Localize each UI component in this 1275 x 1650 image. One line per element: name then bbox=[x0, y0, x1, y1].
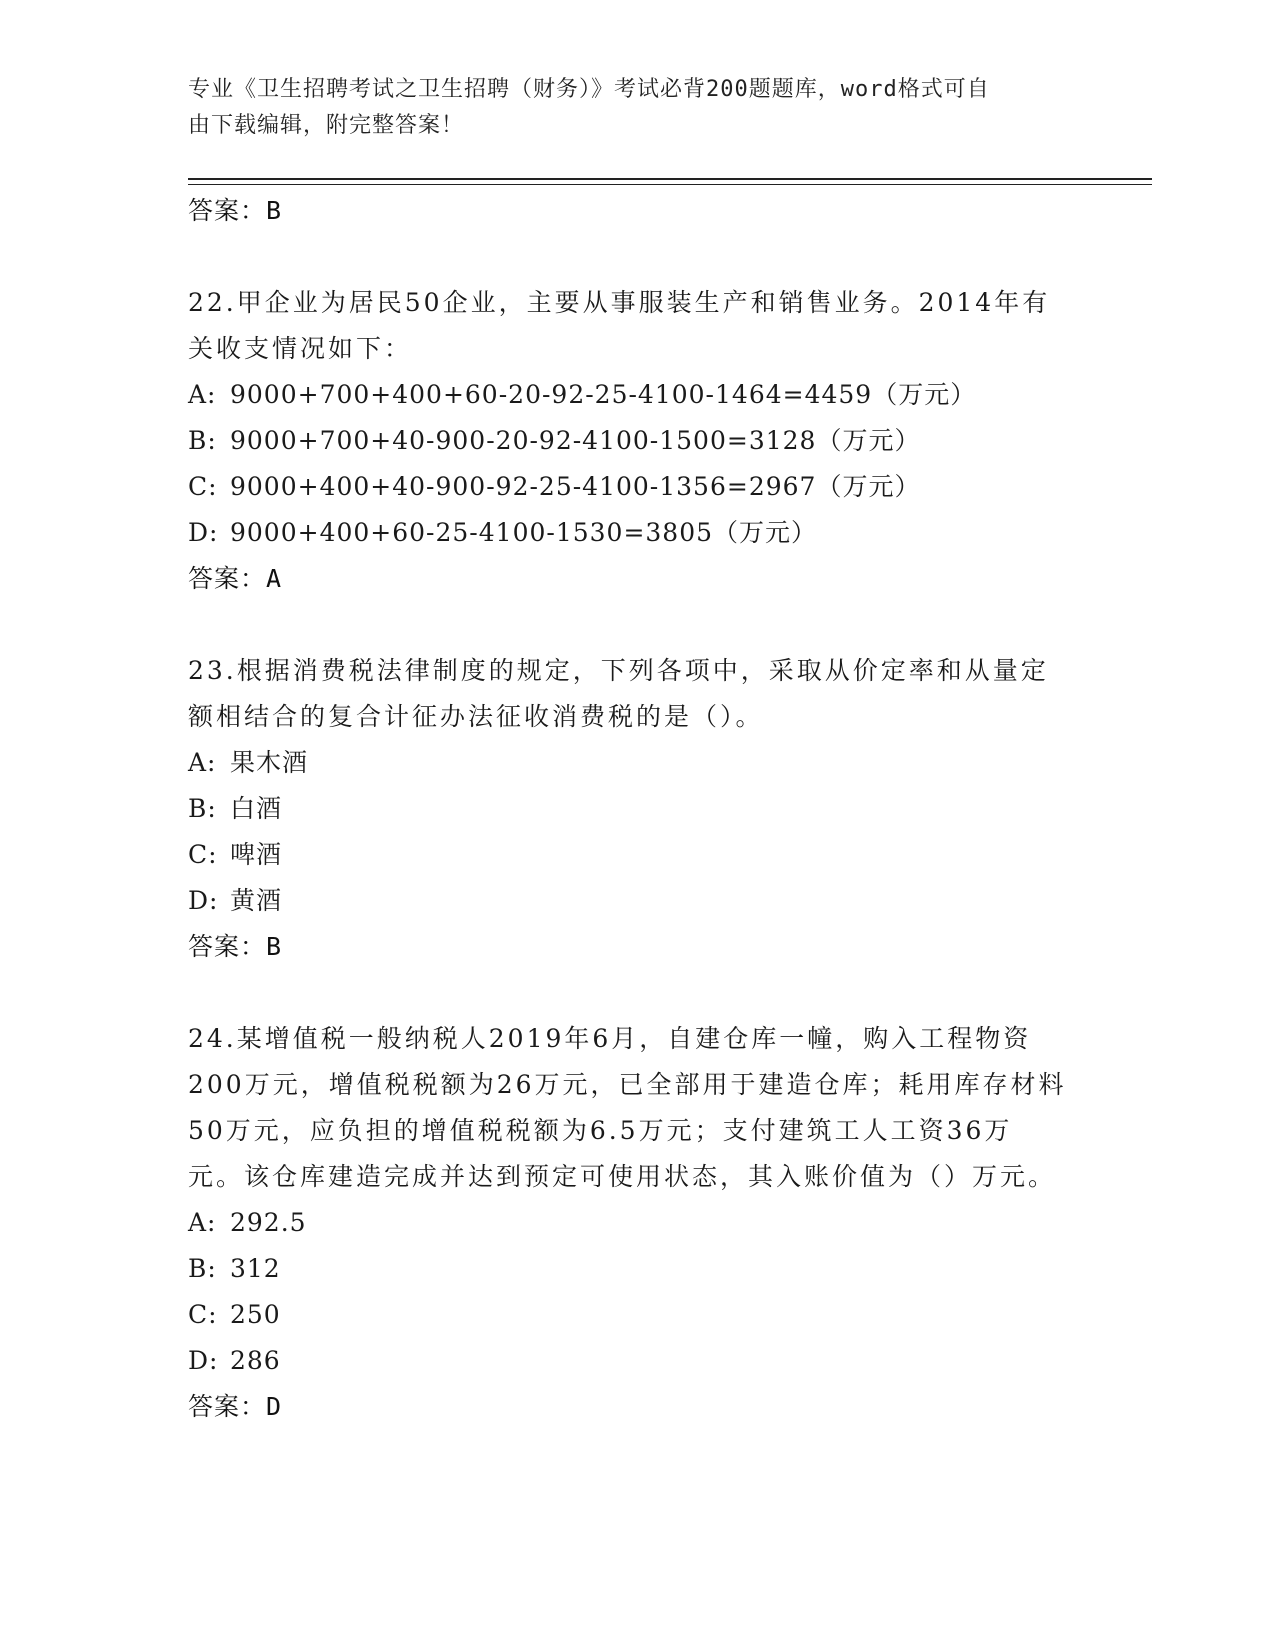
question-23 bbox=[188, 648, 1088, 970]
option-letter: D: bbox=[188, 1346, 219, 1375]
option-text: 312 bbox=[230, 1254, 281, 1283]
option-text: 黄酒 bbox=[230, 886, 283, 915]
option-letter: D: bbox=[188, 886, 219, 915]
option-text: 286 bbox=[230, 1346, 281, 1375]
option-text: 9000+400+40-900-92-25-4100-1356=2967（万元） bbox=[230, 472, 921, 501]
header-line-2: 由下载编辑，附完整答案！ bbox=[188, 113, 465, 138]
option-letter: C: bbox=[188, 840, 218, 869]
question-stem: 23.根据消费税法律制度的规定，下列各项中，采取从价定率和从量定额相结合的复合计征办法征收消费税的是（）。 bbox=[188, 656, 1049, 731]
option-letter: A: bbox=[188, 1208, 217, 1237]
option-letter: D: bbox=[188, 518, 219, 547]
question-stem: 22.甲企业为居民50企业，主要从事服装生产和销售业务。2014年有关收支情况如下： bbox=[188, 288, 1051, 363]
option-letter: B: bbox=[188, 426, 217, 455]
option-b bbox=[188, 418, 1088, 464]
header-rule-thick bbox=[188, 178, 1152, 180]
option-text: 啤酒 bbox=[230, 840, 283, 869]
question-22 bbox=[188, 280, 1088, 602]
option-letter: A: bbox=[188, 748, 217, 777]
option-text: 9000+700+40-900-20-92-4100-1500=3128（万元） bbox=[230, 426, 921, 455]
option-b bbox=[188, 1246, 1088, 1292]
header-line-1: 专业《卫生招聘考试之卫生招聘（财务）》考试必背200题题库，word格式可自 bbox=[188, 77, 990, 102]
answer-line: 答案：D bbox=[188, 1392, 283, 1421]
option-c bbox=[188, 1292, 1088, 1338]
previous-answer: 答案：B bbox=[188, 196, 283, 225]
answer-line: 答案：A bbox=[188, 564, 283, 593]
option-c bbox=[188, 832, 1088, 878]
option-c bbox=[188, 464, 1088, 510]
option-letter: B: bbox=[188, 1254, 217, 1283]
option-d bbox=[188, 878, 1088, 924]
option-text: 250 bbox=[230, 1300, 281, 1329]
option-letter: A: bbox=[188, 380, 217, 409]
option-d bbox=[188, 510, 1088, 556]
option-text: 292.5 bbox=[230, 1208, 307, 1237]
option-a bbox=[188, 740, 1088, 786]
question-stem: 24.某增值税一般纳税人2019年6月，自建仓库一幢，购入工程物资200万元，增值税税额为26万元，已全部用于建造仓库；耗用库存材料50万元，应负担的增值税税额为6.5万元；支付建筑工人工资36万元。该仓库建造完成并达到预定可使用状态，其入账价值为（）万元。 bbox=[188, 1024, 1067, 1191]
option-b bbox=[188, 786, 1088, 832]
option-letter: C: bbox=[188, 472, 218, 501]
option-text: 果木酒 bbox=[230, 748, 309, 777]
question-24 bbox=[188, 1016, 1088, 1430]
option-letter: B: bbox=[188, 794, 217, 823]
document-header bbox=[188, 72, 1068, 144]
answer-line: 答案：B bbox=[188, 932, 283, 961]
option-a bbox=[188, 1200, 1088, 1246]
option-text: 9000+400+60-25-4100-1530=3805（万元） bbox=[230, 518, 818, 547]
question-list bbox=[188, 188, 1088, 1430]
option-d bbox=[188, 1338, 1088, 1384]
option-letter: C: bbox=[188, 1300, 218, 1329]
header-rule-thin bbox=[188, 184, 1152, 185]
option-text: 白酒 bbox=[230, 794, 283, 823]
option-a bbox=[188, 372, 1088, 418]
option-text: 9000+700+400+60-20-92-25-4100-1464=4459（万元） bbox=[230, 380, 977, 409]
